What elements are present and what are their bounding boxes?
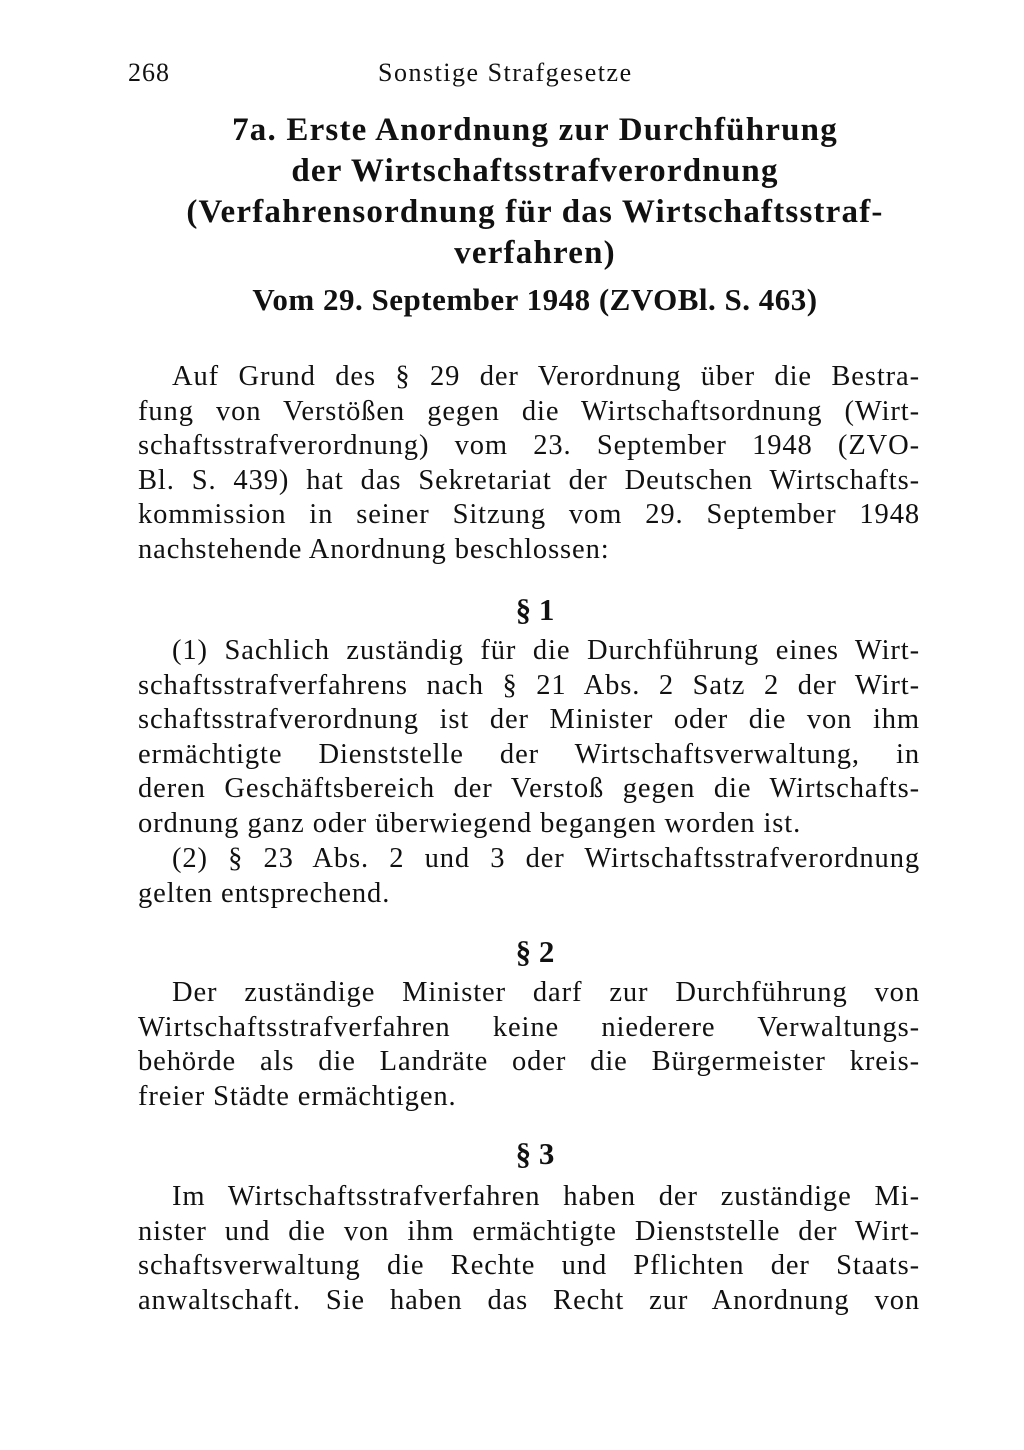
section-heading-2: § 2 xyxy=(515,934,555,969)
running-header xyxy=(128,58,924,98)
text-line: kommission in seiner Sitzung vom 29. September 1948 xyxy=(138,499,920,531)
text-line: schaftsstrafverfahrens nach § 21 Abs. 2 Satz 2 der Wirt- xyxy=(138,669,920,701)
section-1-paragraph-1 xyxy=(138,634,920,842)
running-title: Sonstige Strafgesetze xyxy=(378,58,633,87)
text-line: Im Wirtschaftsstrafverfahren haben der zuständige Mi- xyxy=(172,1181,920,1212)
text-line: freier Städte ermächtigen. xyxy=(138,1080,457,1112)
text-line: deren Geschäftsbereich der Verstoß gegen die Wirtschafts- xyxy=(138,773,920,805)
title-line: 7a. Erste Anordnung zur Durchführung xyxy=(232,112,838,148)
document-date: Vom 29. September 1948 (ZVOBl. S. 463) xyxy=(252,282,818,317)
text-line: gelten entsprechend. xyxy=(138,877,391,909)
text-line: schaftsstrafverordnung ist der Minister oder die von ihm xyxy=(138,704,920,736)
text-line: Auf Grund des § 29 der Verordnung über die Bestra- xyxy=(172,361,920,392)
text-line: behörde als die Landräte oder die Bürgermeister kreis- xyxy=(138,1046,920,1078)
text-line: Der zuständige Minister darf zur Durchführung von xyxy=(172,977,920,1008)
text-line: Bl. S. 439) hat das Sekretariat der Deutschen Wirtschafts- xyxy=(138,464,920,496)
text-line: schaftsstrafverordnung) vom 23. September 1948 (ZVO- xyxy=(138,430,920,462)
text-line: ordnung ganz oder überwiegend begangen worden ist. xyxy=(138,807,802,839)
section-heading-1: § 1 xyxy=(515,592,555,627)
text-line: fung von Verstößen gegen die Wirtschaftsordnung (Wirt- xyxy=(138,395,920,427)
title-line: der Wirtschaftsstrafverordnung xyxy=(291,153,779,189)
text-line: (1) Sachlich zuständig für die Durchführung eines Wirt- xyxy=(172,635,920,666)
document-title xyxy=(120,110,950,274)
title-line: (Verfahrensordnung für das Wirtschaftsstraf- xyxy=(186,194,884,230)
text-line: ermächtigte Dienststelle der Wirtschaftsverwaltung, in xyxy=(138,738,920,770)
text-line: anwaltschaft. Sie haben das Recht zur Anordnung von xyxy=(138,1284,920,1316)
page-number: 268 xyxy=(128,58,170,87)
text-line: Wirtschaftsstrafverfahren keine niederere Verwaltungs- xyxy=(138,1011,920,1043)
section-3-paragraph-1 xyxy=(138,1180,920,1318)
text-line: schaftsverwaltung die Rechte und Pflichten der Staats- xyxy=(138,1250,920,1282)
section-heading-3: § 3 xyxy=(515,1136,555,1171)
text-line: nachstehende Anordnung beschlossen: xyxy=(138,533,610,565)
preamble-paragraph xyxy=(138,360,920,568)
text-line: nister und die von ihm ermächtigte Dienststelle der Wirt- xyxy=(138,1215,920,1247)
section-1-paragraph-2 xyxy=(138,842,920,911)
title-line: verfahren) xyxy=(454,235,616,271)
text-line: (2) § 23 Abs. 2 und 3 der Wirtschaftsstrafverordnung xyxy=(172,843,920,874)
section-2-paragraph-1 xyxy=(138,976,920,1114)
